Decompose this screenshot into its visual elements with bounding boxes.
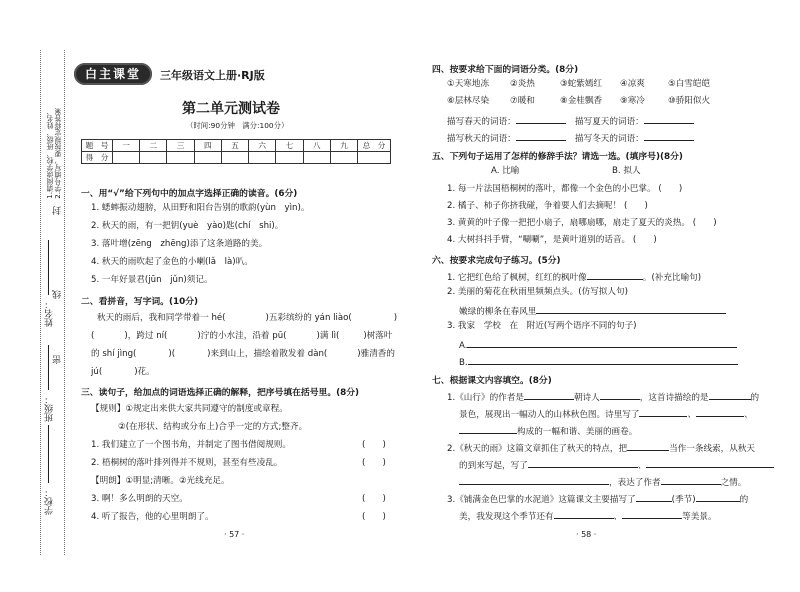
- s7-text: 、: [687, 410, 697, 420]
- s1-item: 1. 蟋蟀振动翅膀，从田野和阳台告别的歌韵(yùn yìn)。: [91, 203, 310, 213]
- answer-paren[interactable]: ( ): [362, 458, 386, 468]
- score-cell: 五: [221, 140, 248, 152]
- s2-text: 秋天的雨后，我和同学带着一 hé(: [97, 313, 226, 323]
- name-label: 姓名：: [45, 300, 55, 327]
- s4-answer-line: [447, 114, 566, 128]
- s2-text: 的 shí jìng(: [91, 349, 137, 359]
- s7-text: ，这首诗描绘的是: [639, 393, 709, 403]
- s3-def: 【规则】①规定出来供大家共同遵守的制度或章程。: [91, 404, 288, 414]
- s2-line: [91, 367, 155, 378]
- page-title: 第二单元测试卷: [182, 101, 280, 117]
- s4-answer-line: [575, 114, 694, 128]
- s7-line: [459, 509, 717, 523]
- answer-paren[interactable]: ( ): [658, 184, 683, 194]
- s4-word: ③蛇紫嫣红: [560, 79, 603, 89]
- s7-text: 、: [637, 461, 647, 471]
- s4-word: ⑧金桂飘香: [560, 96, 603, 106]
- s5-option-a: A. 比喻: [491, 166, 520, 176]
- s1-item: 3. 落叶增(zēng zhēng)添了这条道路的美。: [91, 239, 268, 249]
- s7-text: 、: [744, 410, 753, 420]
- s4-word: ⑤白雪皑皑: [668, 79, 711, 89]
- s6-label: A.: [459, 341, 468, 351]
- school-line: [48, 425, 49, 483]
- s4-answer-line: [447, 131, 566, 145]
- s4-label: 描写夏天的词语：: [575, 117, 644, 127]
- s5-text: 2. 橘子、柿子你挤我碰，争着要人们去摘呢！: [447, 201, 622, 211]
- answer-blank[interactable]: [587, 270, 643, 280]
- s1-item: 5. 一年好景君(jūn jǔn)须记。: [91, 275, 213, 285]
- s6-q2b: [459, 304, 726, 318]
- score-input[interactable]: [113, 152, 140, 164]
- score-input[interactable]: [140, 152, 167, 164]
- s6-text: 嫩绿的柳条在春风里: [459, 307, 537, 317]
- s4-label: 描写秋天的词语：: [447, 134, 516, 144]
- s2-text: )(: [168, 349, 176, 359]
- margin-note-1: 1.请阅读学校、班级、姓名、: [46, 108, 54, 199]
- score-cell: 题 号: [82, 140, 113, 152]
- s5-item: [447, 218, 717, 229]
- score-cell: 九: [330, 140, 357, 152]
- score-input[interactable]: [276, 152, 303, 164]
- s6-answer-a: [459, 338, 737, 352]
- s7-line: [459, 458, 774, 472]
- s2-text: )五彩缤纷的 yán liào(: [265, 313, 352, 323]
- s6-q3: 3. 我家 学校 在 附近(写两个语序不同的句子): [447, 321, 637, 331]
- answer-paren[interactable]: ( ): [623, 201, 648, 211]
- s2-line: [91, 349, 395, 360]
- s3-question: 3. 啊！多么明朗的天空。: [91, 494, 188, 504]
- s7-text: 的到来写起，写了: [459, 461, 528, 471]
- fold-mark-3: 密: [53, 355, 63, 364]
- s2-text: )，跨过 ní(: [124, 331, 168, 341]
- answer-blank[interactable]: [516, 131, 566, 141]
- s7-text: 当作一条线索，从秋天: [669, 444, 756, 454]
- answer-blank[interactable]: [467, 338, 737, 348]
- answer-blank[interactable]: [622, 509, 682, 519]
- s4-answer-line: [575, 131, 694, 145]
- score-input[interactable]: [194, 152, 221, 164]
- answer-blank[interactable]: [459, 475, 609, 485]
- section-7-title: 七、根据课文内容填空。(8分): [432, 376, 552, 386]
- answer-blank[interactable]: [459, 424, 517, 434]
- page-number-left: · 57 ·: [224, 530, 245, 539]
- answer-blank[interactable]: [636, 492, 672, 502]
- page-number-right: · 58 ·: [576, 530, 597, 539]
- score-input[interactable]: [358, 152, 391, 164]
- s7-text: 的: [750, 393, 760, 403]
- score-cell: 八: [303, 140, 330, 152]
- s5-option-b: B. 拟人: [612, 166, 641, 176]
- s7-line: [447, 492, 748, 506]
- s2-text: )满 lì(: [316, 331, 340, 341]
- class-label: 班级：: [45, 395, 55, 422]
- s5-item: [447, 235, 657, 246]
- school-label: 学校：: [45, 488, 55, 515]
- score-cell: 得 分: [82, 152, 113, 164]
- answer-blank[interactable]: [600, 390, 640, 400]
- s7-text: 2.《秋天的雨》这篇文章抓住了秋天的特点，把: [447, 444, 628, 454]
- answer-paren[interactable]: ( ): [692, 218, 717, 228]
- s7-line: [459, 475, 746, 489]
- score-cell: 一: [113, 140, 140, 152]
- answer-blank[interactable]: [516, 114, 566, 124]
- s2-text: )来到山上，描绘着散发着 dàn(: [207, 349, 328, 359]
- s6-q2: 2. 美丽的菊花在秋雨里频频点头。(仿写拟人句): [447, 287, 628, 297]
- section-6-title: 六、按要求完成句子练习。(5分): [432, 256, 561, 266]
- s7-text: 美，我发现这个季节还有: [459, 512, 554, 522]
- score-table-score-row: [82, 152, 391, 164]
- s4-word: ④凉爽: [620, 79, 645, 89]
- s2-text: )泞的小水洼，沿着 pū(: [197, 331, 287, 341]
- section-5-title: 五、下列句子运用了怎样的修辞手法？请选一选。(填序号)(8分): [432, 152, 683, 162]
- s7-text: 1.《山行》的作者是: [447, 393, 524, 403]
- s4-word: ⑩骄阳似火: [668, 96, 711, 106]
- score-input[interactable]: [330, 152, 357, 164]
- answer-blank[interactable]: [696, 492, 740, 502]
- s7-text: 朝诗人: [573, 393, 600, 403]
- answer-paren[interactable]: ( ): [362, 494, 386, 504]
- s6-text: 。(补充比喻句): [642, 273, 702, 283]
- s5-item: [447, 184, 682, 195]
- s2-text: jú(: [91, 367, 103, 377]
- s7-line: [459, 407, 753, 421]
- answer-blank[interactable]: [644, 114, 694, 124]
- book-title: 三年级语文上册·RJ版: [160, 69, 265, 82]
- brand-logo: 白主课堂: [74, 63, 152, 85]
- s2-text: )树落叶: [363, 331, 393, 341]
- score-table-header-row: [82, 140, 391, 152]
- s7-line: [447, 390, 759, 404]
- answer-paren[interactable]: ( ): [362, 440, 386, 450]
- s7-line: [447, 441, 755, 455]
- score-cell: 总 分: [358, 140, 391, 152]
- s7-text: 景色，展现出一幅动人的山林秋色图。诗里写了: [459, 410, 640, 420]
- s4-word: ⑦暖和: [510, 96, 535, 106]
- s7-text: 之情。: [720, 478, 747, 488]
- answer-blank[interactable]: [536, 304, 726, 314]
- fold-mark-1: 封: [53, 206, 63, 215]
- s1-item: 2. 秋天的雨，有一把钥(yuè yào)匙(chí shi)。: [91, 221, 284, 231]
- s7-text: (季节): [671, 495, 696, 505]
- s2-line: [91, 331, 392, 342]
- section-3-title: 三、读句子，给加点的词语选择正确的解释，把序号填在括号里。(8分): [81, 388, 360, 398]
- margin-note-2: 2.学号填写，要按规定将答案: [54, 108, 62, 199]
- s7-text: 构成的一幅和谐、美丽的画卷。: [517, 427, 638, 437]
- score-cell: 六: [249, 140, 276, 152]
- s5-text: 3. 黄黄的叶子像一把把小扇子，扇哪扇哪，扇走了夏天的炎热。: [447, 218, 690, 228]
- s6-answer-b: [459, 355, 738, 369]
- score-input[interactable]: [249, 152, 276, 164]
- score-input[interactable]: [221, 152, 248, 164]
- section-1-title: 一、用“√”给下列句中的加点字选择正确的读音。(6分): [81, 189, 298, 199]
- s3-def: ②(在形状、结构或分布上)合乎一定的方式;整齐。: [118, 422, 308, 432]
- s7-text: 3.《铺满金色巴掌的水泥道》这篇课文主要描写了: [447, 495, 636, 505]
- answer-blank[interactable]: [644, 131, 694, 141]
- s4-word: ①天寒地冻: [447, 79, 490, 89]
- score-cell: 四: [194, 140, 221, 152]
- s4-word: ⑥层林尽染: [447, 96, 490, 106]
- answer-blank[interactable]: [524, 390, 574, 400]
- s6-text: 1. 它把红色给了枫树，红红的枫叶像: [447, 273, 587, 283]
- name-line: [48, 240, 49, 295]
- s6-label: B.: [459, 358, 468, 368]
- s6-q1: [447, 270, 701, 284]
- score-cell: 七: [276, 140, 303, 152]
- answer-paren[interactable]: ( ): [362, 512, 386, 522]
- s2-text: (: [91, 331, 95, 341]
- s2-text: )花。: [134, 367, 155, 377]
- answer-blank[interactable]: [709, 390, 751, 400]
- s3-question: 1. 我们建立了一个图书角，并制定了图书借阅规则。: [91, 440, 291, 450]
- binding-dotted-line-2: [64, 50, 65, 555]
- s2-text: ): [393, 313, 398, 323]
- s1-item: 4. 秋天的雨吹起了金色的小喇(lǎ là)叭。: [91, 257, 253, 267]
- s5-item: [447, 201, 648, 212]
- s3-def: 【明朗】①明显;清晰。②光线充足。: [91, 476, 230, 486]
- s3-question: 2. 梧桐树的落叶排列得并不规则，甚至有些凌乱。: [91, 458, 283, 468]
- s7-text: 的: [739, 495, 749, 505]
- answer-blank[interactable]: [554, 509, 614, 519]
- s4-word: ②炎热: [510, 79, 535, 89]
- section-4-title: 四、按要求给下面的词语分类。(8分): [432, 65, 579, 75]
- answer-blank[interactable]: [639, 407, 687, 417]
- s2-text: )雅清香的: [357, 349, 395, 359]
- s2-line: [97, 313, 397, 324]
- fold-mark-2: 线: [53, 290, 63, 299]
- s3-question: 4. 听了报告，他的心里明朗了。: [91, 512, 214, 522]
- score-cell: 三: [167, 140, 194, 152]
- answer-blank[interactable]: [696, 407, 744, 417]
- score-input[interactable]: [167, 152, 194, 164]
- answer-paren[interactable]: ( ): [632, 235, 657, 245]
- s4-label: 描写冬天的词语：: [575, 134, 644, 144]
- s7-text: 、: [613, 512, 623, 522]
- exam-info: （时间:90分钟 满分:100分）: [186, 121, 289, 130]
- s7-text: ，表达了作者: [609, 478, 661, 488]
- section-2-title: 二、看拼音，写字词。(10分): [81, 297, 199, 307]
- answer-blank[interactable]: [661, 475, 721, 485]
- answer-blank[interactable]: [468, 355, 738, 365]
- answer-blank[interactable]: [627, 441, 669, 451]
- score-table: [81, 139, 391, 164]
- s5-text: 1. 每一片法国梧桐树的落叶，都像一个金色的小巴掌。: [447, 184, 656, 194]
- class-line: [48, 345, 49, 390]
- binding-dotted-line: [40, 50, 41, 555]
- score-input[interactable]: [303, 152, 330, 164]
- s4-word: ⑨寒冷: [620, 96, 645, 106]
- answer-blank[interactable]: [646, 458, 774, 468]
- s5-text: 4. 大树抖抖手臂，“唰唰”，是黄叶道别的话音。: [447, 235, 631, 245]
- s7-line: [459, 424, 637, 438]
- score-cell: 二: [140, 140, 167, 152]
- s4-label: 描写春天的词语：: [447, 117, 516, 127]
- s7-text: 等美景。: [682, 512, 717, 522]
- answer-blank[interactable]: [528, 458, 638, 468]
